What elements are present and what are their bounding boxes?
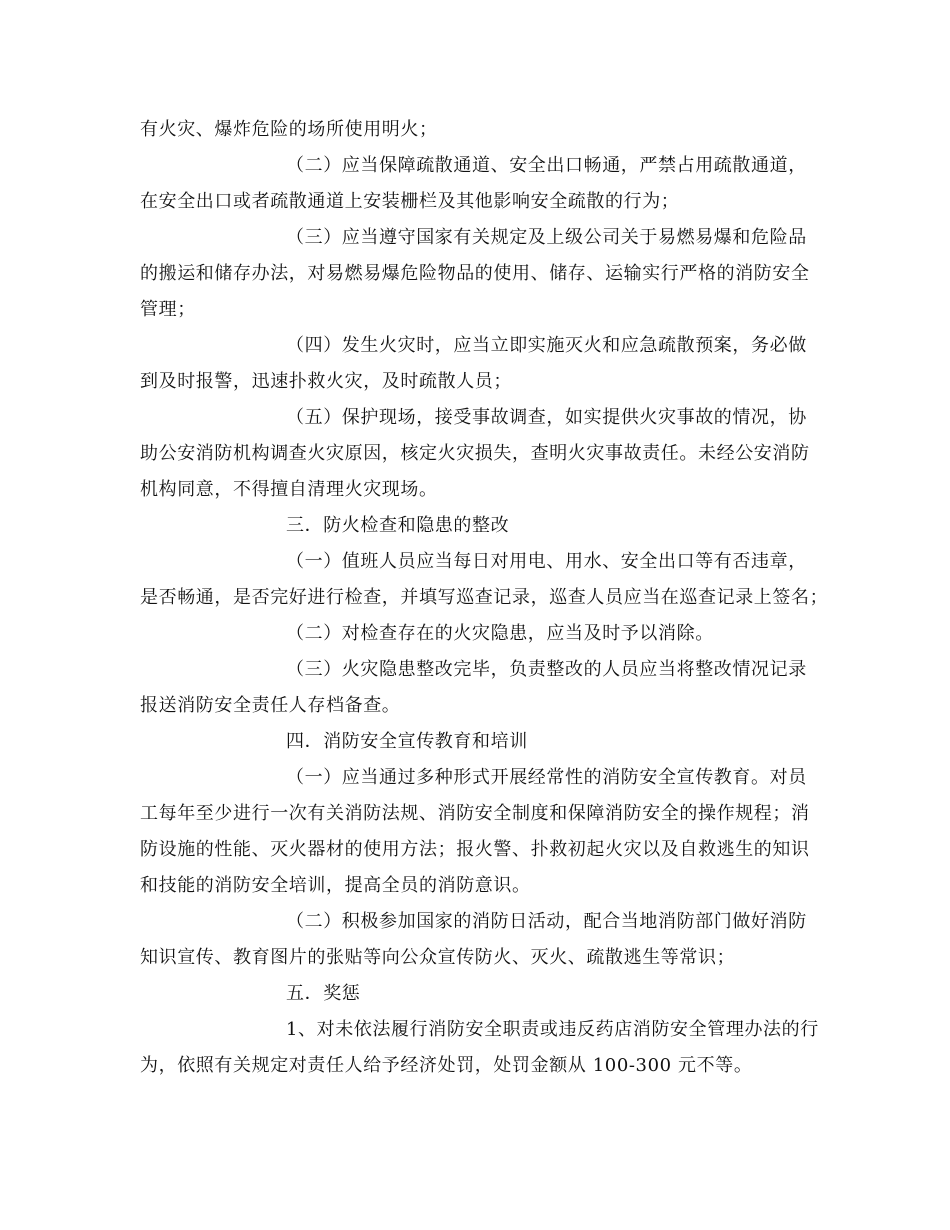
text-line: 防设施的性能、灭火器材的使用方法；报火警、扑救初起火灾以及自救逃生的知识 (140, 839, 810, 860)
text-line: 机构同意，不得擅自清理火灾现场。 (140, 479, 438, 500)
text-line: （一）值班人员应当每日对用电、用水、安全出口等有否违章， (286, 551, 807, 572)
text-line: （三）应当遵守国家有关规定及上级公司关于易燃易爆和危险品 (286, 227, 807, 248)
text-line: 工每年至少进行一次有关消防法规、消防安全制度和保障消防安全的操作规程；消 (140, 803, 810, 824)
text-line: （二）应当保障疏散通道、安全出口畅通，严禁占用疏散通道， (286, 155, 807, 176)
section-heading: 三．防火检查和隐患的整改 (286, 515, 510, 536)
text-line: 管理； (140, 299, 196, 320)
text-line: 和技能的消防安全培训，提高全员的消防意识。 (140, 875, 531, 896)
text-line: 1、对未依法履行消防安全职责或违反药店消防安全管理办法的行 (286, 1019, 819, 1040)
section-heading: 四．消防安全宣传教育和培训 (286, 731, 528, 752)
text-line: 报送消防安全责任人存档备查。 (140, 695, 401, 716)
text-line: 是否畅通，是否完好进行检查，并填写巡查记录，巡查人员应当在巡查记录上签名； (140, 587, 829, 608)
text-line: 在安全出口或者疏散通道上安装栅栏及其他影响安全疏散的行为； (140, 191, 680, 212)
text-line: 知识宣传、教育图片的张贴等向公众宣传防火、灭火、疏散逃生等常识； (140, 947, 736, 968)
text-line: 助公安消防机构调查火灾原因，核定火灾损失，查明火灾事故责任。未经公安消防 (140, 443, 810, 464)
text-line: （二）对检查存在的火灾隐患，应当及时予以消除。 (286, 623, 714, 644)
document-body (140, 112, 829, 1084)
section-heading: 五．奖惩 (286, 983, 361, 1004)
text-line: （三）火灾隐患整改完毕，负责整改的人员应当将整改情况记录 (286, 659, 807, 680)
text-line: （二）积极参加国家的消防日活动，配合当地消防部门做好消防 (286, 911, 807, 932)
text-line: （四）发生火灾时，应当立即实施灭火和应急疏散预案，务必做 (286, 335, 807, 356)
text-line: 到及时报警，迅速扑救火灾，及时疏散人员； (140, 371, 512, 392)
text-line: （五）保护现场，接受事故调查，如实提供火灾事故的情况，协 (286, 407, 807, 428)
text-line: 为，依照有关规定对责任人给予经济处罚，处罚金额从 100-300 元不等。 (140, 1055, 753, 1076)
text-line: 的搬运和储存办法，对易燃易爆危险物品的使用、储存、运输实行严格的消防安全 (140, 263, 810, 284)
text-line: （一）应当通过多种形式开展经常性的消防安全宣传教育。对员 (286, 767, 807, 788)
text-line: 有火灾、爆炸危险的场所使用明火； (140, 119, 438, 140)
